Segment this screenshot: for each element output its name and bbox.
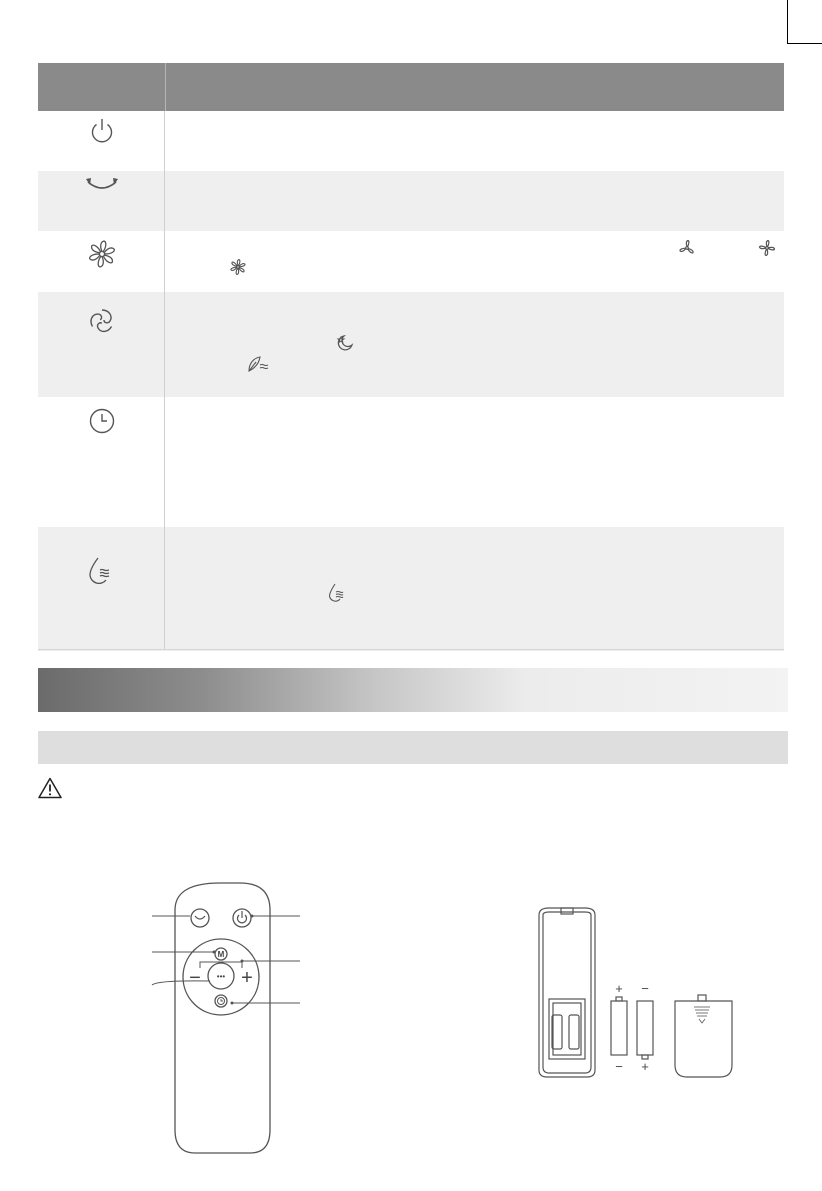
crop-mark-vertical xyxy=(787,0,788,44)
fan-mid-icon xyxy=(758,239,776,262)
svg-text:−: − xyxy=(641,981,649,996)
column-divider xyxy=(164,111,165,649)
mode-swirl-icon xyxy=(38,306,165,341)
swing-arrows-icon xyxy=(38,176,165,199)
section-banner xyxy=(38,668,788,712)
function-table xyxy=(38,63,784,651)
table-row-timer xyxy=(38,397,784,527)
battery-installation-illustration xyxy=(527,905,737,1085)
table-row-fan-speed xyxy=(38,231,784,292)
warning-icon xyxy=(38,777,62,804)
subsection-banner xyxy=(38,731,788,764)
table-row-power xyxy=(38,111,784,171)
humidify-drop-icon-inline xyxy=(328,583,346,608)
power-icon xyxy=(38,117,165,150)
crop-mark-horizontal xyxy=(788,43,822,44)
svg-text:+: + xyxy=(241,967,253,989)
sleep-moon-icon xyxy=(335,333,355,358)
fan-low-icon xyxy=(678,239,696,262)
svg-text:•••: ••• xyxy=(216,972,226,981)
swing-button-outline xyxy=(191,909,209,927)
svg-text:M: M xyxy=(217,950,225,959)
table-row-humidify xyxy=(38,527,784,651)
humidify-drop-icon xyxy=(38,556,165,591)
svg-text:−: − xyxy=(189,967,201,989)
clock-icon xyxy=(38,407,165,440)
fan-high-icon xyxy=(229,258,247,281)
svg-text:−: − xyxy=(615,1059,623,1074)
fan-icon xyxy=(38,239,165,274)
table-row-swing xyxy=(38,171,784,231)
natural-breeze-icon xyxy=(246,355,270,378)
svg-text:+: + xyxy=(615,981,623,996)
table-row-mode xyxy=(38,292,784,397)
remote-control-illustration xyxy=(150,880,320,1160)
table-bottom-border xyxy=(38,649,784,650)
svg-text:+: + xyxy=(641,1059,649,1074)
header-divider xyxy=(165,63,166,111)
table-header xyxy=(38,63,784,111)
